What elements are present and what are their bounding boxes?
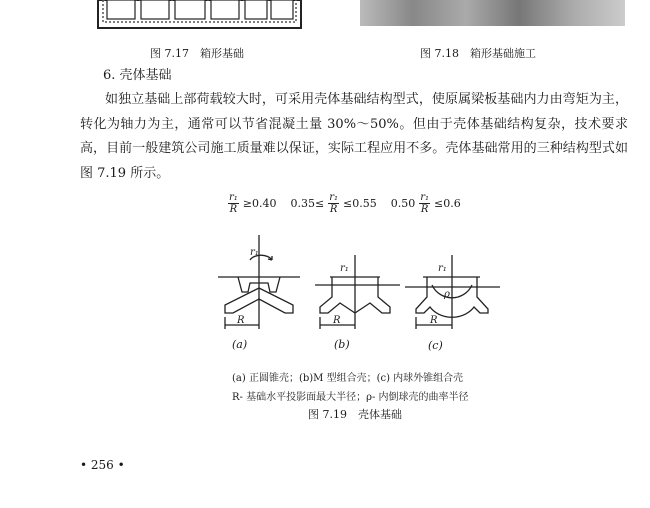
R-label-b: R [333,315,341,326]
section-text [80,67,628,215]
ratio-formula [228,192,628,215]
figure-7-18-caption: 图 7.18 箱形基础施工 [420,47,536,60]
rho-label-c: ρ [444,289,450,300]
R-label-a: R [237,315,245,326]
box-foundation-drawing [95,0,310,32]
R-label-c: R [430,315,438,326]
shell-foundation-diagrams [180,225,540,331]
diagram-a-cone-shell [218,235,300,329]
box-foundation-construction-photo [360,0,625,26]
r1-label-c: r₁ [438,263,447,274]
figure-7-19-legend-1: (a) 正圆锥壳；(b)M 型组合壳；(c) 内球外锥组合壳 [232,373,464,384]
formula-b-post: ≤0.55 [343,197,377,210]
figure-7-19-caption: 图 7.19 壳体基础 [308,408,402,421]
figure-7-17-caption: 图 7.17 箱形基础 [150,47,244,60]
diagram-b-m-shell [315,255,400,329]
formula-numerator: r₁ [420,192,430,203]
formula-c-post: ≤0.6 [434,197,461,210]
diagram-label-a: (a) [232,338,248,351]
formula-denominator: R [329,204,338,215]
formula-b-pre: 0.35≤ [290,197,325,210]
formula-numerator: r₁ [229,192,238,203]
diagram-c-sphere-cone-shell [405,255,500,329]
formula-numerator: r₁ [329,192,339,203]
formula-c-pre: 0.50 [390,197,416,210]
diagram-label-b: (b) [334,338,350,351]
section-heading: 6. 壳体基础 [103,68,172,83]
formula-a: ≥0.40 [242,197,277,210]
r1-label-a: r₁ [250,247,259,258]
formula-denominator: R [420,204,429,215]
section-paragraph: 如独立基础上部荷载较大时，可采用壳体基础结构型式，使原属梁板基础内力由弯矩为主，转化为轴力为主，通常可以节省混凝土量 30%～50%。但由于壳体基础结构复杂，技术要求高，目前一般建筑公司施工质量难以保证，实际工程应用不多。壳体基础常用的三种结构型式如图 7.19 所示。 [80,92,628,181]
formula-denominator: R [229,204,238,215]
diagram-label-c: (c) [428,339,443,352]
figure-7-19-legend-2: R- 基础水平投影面最大半径；ρ- 内倒球壳的曲率半径 [232,392,469,403]
r1-label-b: r₁ [340,263,349,274]
page-number: • 256 • [80,458,125,472]
